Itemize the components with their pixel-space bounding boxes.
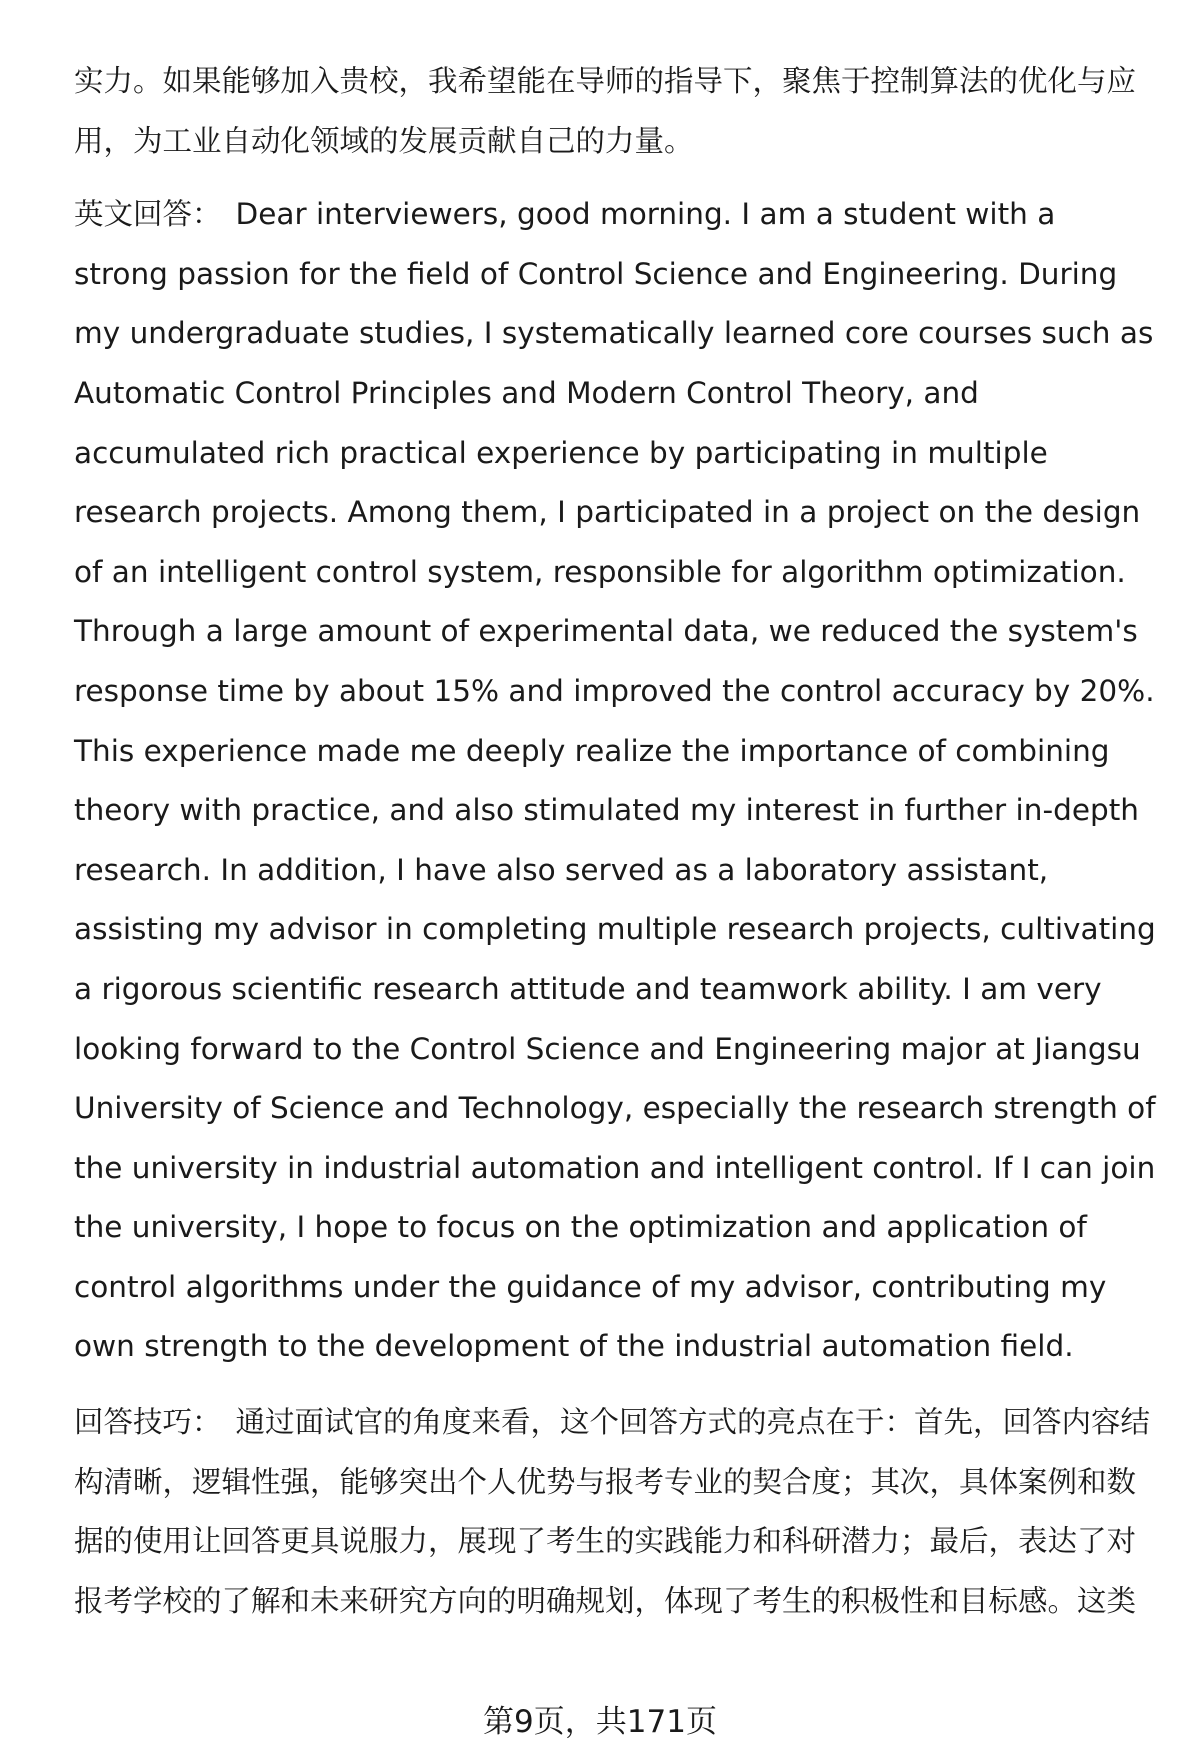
answer-tips-text: 通过面试官的角度来看，这个回答方式的亮点在于：首先，回答内容结构清晰，逻辑性强，能够突出个人优势与报考专业的契合度；其次，具体案例和数据的使用让回答更具说服力，展现了考生的实践能力和科研潜力；最后，表达了对报考学校的了解和未来研究方向的明确规划，体现了考生的积极性和目标感。这类 — [74, 1405, 1151, 1618]
intro-continuation-paragraph: 实力。如果能够加入贵校，我希望能在导师的指导下，聚焦于控制算法的优化与应用，为工业自动化领域的发展贡献自己的力量。 — [74, 64, 1137, 158]
document-page — [74, 52, 1156, 1631]
answer-tips-label: 回答技巧： — [74, 1405, 222, 1440]
english-answer-label: 英文回答： — [74, 197, 222, 232]
english-answer-text: Dear interviewers, good morning. I am a student with a strong passion for the field of Control Science and Engineering. During my undergraduate studies, I systematically learned core courses such as Automatic Control Principles and Modern Control Theory, and accumulated rich practical experience by participating in multiple research projects. Among them, I participated in a project on the design of an intelligent control system, responsible for algorithm optimization. Through a large amount of experimental data, we reduced the system's response time by about 15% and improved the control accuracy by 20%. This experience made me deeply realize the importance of combining theory with practice, and also stimulated my interest in further in-depth research. In addition, I have also served as a laboratory assistant, assisting my advisor in completing multiple research projects, cultivating a rigorous scientific research attitude and teamwork ability. I am very looking forward to the Control Science and Engineering major at Jiangsu University of Science and Technology, especially the research strength of the university in industrial automation and intelligent control. If I can join the university, I hope to focus on the optimization and application of control algorithms under the guidance of my advisor, contributing my own strength to the development of the industrial automation field. — [74, 197, 1156, 1364]
english-answer-paragraph — [74, 185, 1156, 1377]
answer-tips-paragraph — [74, 1393, 1156, 1631]
page-number: 第9页，共171页 — [483, 1704, 717, 1740]
